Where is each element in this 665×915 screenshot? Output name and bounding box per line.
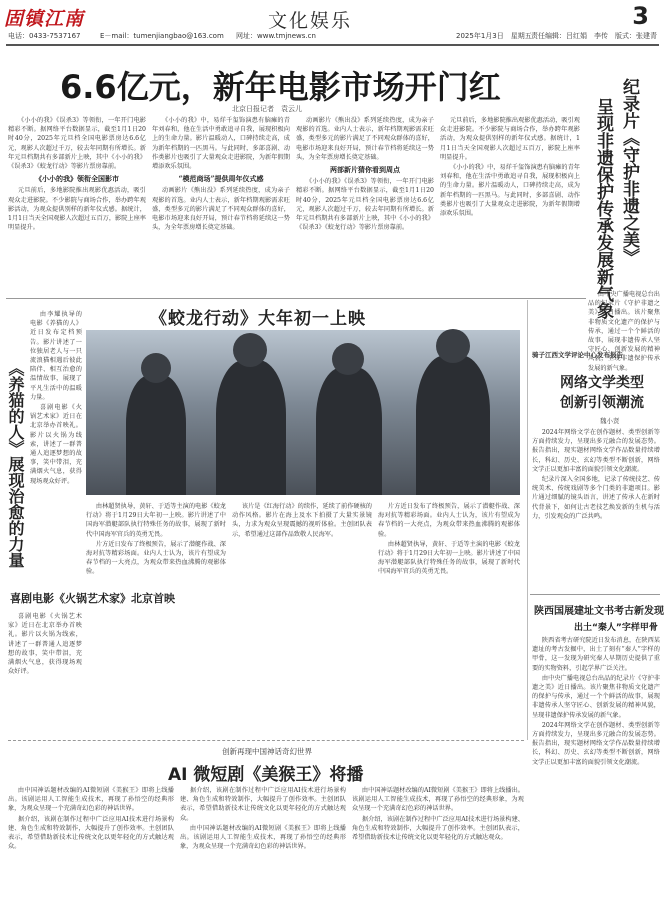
lead-subhead-3: 两部新片猜你看到周点 [330, 165, 400, 175]
bottom-column-2 [180, 786, 346, 908]
shaanxi-subhead: 出土“秦人”字样甲骨 [574, 623, 658, 633]
lead-column-3 [296, 116, 434, 294]
movie-column-1 [86, 502, 226, 730]
bottom-paragraph: 由中国神话题材改编的AI微短剧《美猴王》即将上线播出。该剧运用人工智能生成技术，再现了孙悟空的经典形象，为观众呈现一个充满奇幻色彩的神话世界。 [180, 824, 346, 851]
shaanxi-headline: 陕西国展建址文书考古新发现 [534, 606, 664, 617]
column-divider [527, 300, 528, 740]
lead-byline: 北京日报记者 袁云儿 [232, 105, 302, 113]
feature-right-paragraph: 由中央广播电视总台出品的纪录片《守护非遗之美》近日播出。该片聚焦非物质文化遗产的保护与传承，通过一个个鲜活的故事，展现非遗传承人坚守匠心、创新发展的精神风貌，呈现非遗保护传承发展的新气象。 [588, 291, 660, 372]
divider [8, 740, 524, 741]
bottom-paragraph: 据介绍，该剧在制作过程中广泛应用AI技术进行场景构建、角色生成和特效制作，大幅提升了创作效率。主创团队表示，希望借助新技术让传统文化以更年轻化的方式触达观众。 [352, 815, 524, 842]
lead-subhead-2: “模范商场”提供周年仪式感 [178, 174, 264, 184]
lead-column-1 [8, 116, 146, 294]
movie-title: 《蛟龙行动》大年初一上映 [150, 309, 366, 329]
figure-silhouette [126, 375, 186, 495]
hotpot-column [8, 612, 82, 732]
figure-head [332, 343, 364, 375]
side-feature-column [30, 310, 82, 580]
network-lit-paragraph: 纪录片深入全国多地，记录了传统技艺、传统美术、传统戏剧等多个门类的非遗项目。影片通过细腻的镜头语言，讲述了传承人在新时代背景下，如何让古老技艺焕发新的生机与活力，引发观众的广泛共鸣。 [532, 476, 660, 520]
figure-head [233, 333, 267, 367]
figure-silhouette [416, 355, 490, 495]
lead-paragraph: 《小小的我》《误杀3》等领衔，一年开门电影精彩不断。据网络平台数据显示，截至1月1日20时40分，2025年元旦档全国电影票房达6.6亿元，观影人次超过千万，较去年同期有所增长。新年元旦档期共有多部新片上映，其中《小小的我》《误杀3》《蛟龙行动》等影片票房靠前。 [296, 178, 434, 232]
phone-text: 电话：0433-7537167 [8, 32, 81, 40]
network-lit-column [532, 428, 660, 588]
movie-paragraph: 片方近日发布了终极预告，展示了潜艇作战、深海对抗等精彩场面。业内人士认为，该片有望成为春节档的一大亮点，为观众带来热血沸腾的观影体验。 [378, 503, 520, 538]
network-lit-headline-2: 创新引领潮流 [560, 395, 644, 411]
feature-right-title-2: 呈现非遗保护传承发展新气象 [593, 98, 613, 319]
lead-paragraph: 元旦前后，多地影院推出观影优惠活动，吸引观众走进影院。不少影院与商场合作，举办跨年观影活动，为观众提供别样的新年仪式感。据统计，1月1日当天全国观影人次超过五百万，影院上座率明显提升。 [8, 187, 146, 232]
email-link[interactable]: E－mail：tumenjiangbao@163.com [100, 32, 224, 40]
figure-silhouette [316, 367, 382, 495]
page-number: 3 [632, 2, 649, 30]
network-lit-byline: 魏小贤 [600, 417, 620, 425]
bottom-column-1 [8, 786, 174, 908]
movie-column-3 [378, 502, 520, 730]
bottom-column-3 [352, 786, 524, 908]
feature-right-title-1: 纪录片《守护非遗之美》 [619, 78, 639, 265]
lead-paragraph: 《小小的我》中，易烊千玺饰演患有脑瘫的青年刘春和，他在生活中勇敢追寻自我，展现积极向上的生命力量。影片温暖动人，口碑持续走高，成为新年档期的一匹黑马。与此同时，多部喜剧、动作类影片也吸引了大量观众走进影院，为新年假期增添欢乐氛围。 [440, 164, 580, 218]
movie-paragraph: 片方近日发布了终极预告，展示了潜艇作战、深海对抗等精彩场面。业内人士认为，该片有望成为春节档的一大亮点，为观众带来热血沸腾的观影体验。 [86, 540, 226, 576]
movie-paragraph: 由林超贤执导，黄轩、于适等主演的电影《蛟龙行动》将于1月29日大年初一上映。影片讲述了中国海军潜艇部队执行特殊任务的故事，展现了新时代中国海军官兵的英勇无畏。 [378, 540, 520, 576]
side-feature-paragraph: 由李耀执导的电影《养猫的人》近日发布定档预告。影片讲述了一位独居老人与一只流浪猫相遇后彼此陪伴、相互治愈的温情故事，展现了平凡生活中的温暖力量。 [30, 311, 82, 401]
lead-paragraph: 元旦前后，多地影院推出观影优惠活动，吸引观众走进影院。不少影院与商场合作，举办跨年观影活动，为观众提供别样的新年仪式感。据统计，1月1日当天全国观影人次超过五百万，影院上座率明显提升。 [440, 117, 580, 161]
editors-text: 责任编辑：吕红娟 李传 版式：张建青 [531, 32, 657, 40]
shaanxi-paragraph: 由中央广播电视总台出品的纪录片《守护非遗之美》近日播出。该片聚焦非物质文化遗产的保护与传承，通过一个个鲜活的故事，展现非遗传承人坚守匠心、创新发展的精神风貌，呈现非遗保护传承发展的新气象。 [532, 674, 660, 719]
bottom-kicker: 创新再现中国神话奇幻世界 [222, 747, 312, 756]
masthead-meta [8, 31, 658, 42]
bottom-headline: AI 微短剧《美猴王》将播 [168, 765, 364, 785]
network-lit-kicker: 骑子江西文学评论中心发布报告 [532, 351, 623, 359]
lead-paragraph: 《小小的我》中，易烊千玺饰演患有脑瘫的青年刘春和，他在生活中勇敢追寻自我，展现积极向上的生命力量。影片温暖动人，口碑持续走高，成为新年档期的一匹黑马。与此同时，多部喜剧、动作类影片也吸引了大量观众走进影院，为新年假期增添欢乐氛围。 [152, 117, 290, 171]
lead-paragraph: 《小小的我》《误杀3》等领衔，一年开门电影精彩不断。据网络平台数据显示，截至1月1日20时40分，2025年元旦档全国电影票房达6.6亿元，观影人次超过千万，较去年同期有所增长。新年元旦档期共有多部新片上映，其中《小小的我》《误杀3》《蛟龙行动》等影片票房靠前。 [8, 117, 146, 171]
side-feature-title: 《养猫的人》展现治愈的力量 [6, 360, 25, 568]
hotpot-headline: 喜剧电影《火锅艺术家》北京首映 [10, 592, 175, 605]
bottom-paragraph: 据介绍，该剧在制作过程中广泛应用AI技术进行场景构建、角色生成和特效制作，大幅提升了创作效率。主创团队表示，希望借助新技术让传统文化以更年轻化的方式触达观众。 [8, 815, 174, 851]
website-link[interactable]: 网址：www.tmjnews.cn [236, 32, 316, 40]
divider [6, 298, 586, 299]
shaanxi-column [532, 636, 660, 906]
newspaper-logo: 固镇江南 [4, 8, 85, 30]
bottom-paragraph: 由中国神话题材改编的AI微短剧《美猴王》即将上线播出。该剧运用人工智能生成技术，再现了孙悟空的经典形象，为观众呈现一个充满奇幻色彩的神话世界。 [8, 787, 174, 813]
bottom-paragraph: 据介绍，该剧在制作过程中广泛应用AI技术进行场景构建、角色生成和特效制作，大幅提升了创作效率。主创团队表示，希望借助新技术让传统文化以更年轻化的方式触达观众。 [180, 787, 346, 822]
shaanxi-paragraph: 2024年网络文学在创作题材、类型创新等方面持续发力，呈现出多元融合的发展态势。报告指出，现实题材网络文学作品数量持续增长，科幻、历史、玄幻等类型不断创新，网络文学正以更加丰富的面貌引领文化潮流。 [532, 721, 660, 766]
feature-right-column [588, 290, 660, 372]
network-lit-headline-1: 网络文学类型 [560, 375, 644, 391]
figure-silhouette [216, 360, 286, 495]
lead-subhead-1: 《小小的我》领衔全国影市 [35, 174, 119, 184]
movie-paragraph: 该片是《红海行动》的续作，延续了前作硬核的动作风格。影片在海上及水下拍摄了大量实景镜头，力求为观众呈现震撼的视听体验。主创团队表示，希望通过这部作品致敬人民海军。 [232, 503, 372, 538]
movie-paragraph: 由林超贤执导，黄轩、于适等主演的电影《蛟龙行动》将于1月29日大年初一上映。影片讲述了中国海军潜艇部队执行特殊任务的故事，展现了新时代中国海军官兵的英勇无畏。 [86, 503, 226, 538]
section-title: 文化娱乐 [268, 10, 353, 32]
lead-column-4 [440, 116, 580, 294]
lead-column-2 [152, 116, 290, 294]
masthead [0, 0, 665, 50]
figure-head [141, 353, 171, 383]
masthead-rule [6, 44, 659, 46]
movie-still-photo [86, 330, 520, 495]
movie-column-2 [232, 502, 372, 730]
lead-paragraph: 动画影片《熊出没》系列延续热度，成为亲子观影的首选。业内人士表示，新年档期观影需求旺盛，类型多元的影片满足了不同观众群体的喜好，电影市场迎来良好开局，预计春节档将延续这一势头，为全年票房增长奠定基础。 [296, 117, 434, 161]
bottom-paragraph: 由中国神话题材改编的AI微短剧《美猴王》即将上线播出。该剧运用人工智能生成技术，再现了孙悟空的经典形象，为观众呈现一个充满奇幻色彩的神话世界。 [352, 787, 524, 813]
figure-head [436, 329, 470, 363]
side-feature-paragraph: 喜剧电影《火锅艺术家》近日在北京举办首映礼。影片以火锅为线索，讲述了一群普通人追逐梦想的故事，笑中带泪，充满烟火气息，获得现场观众好评。 [30, 404, 82, 485]
shaanxi-paragraph: 陕西省考古研究院近日发布消息，在陕西某遗址的考古发掘中，出土了刻有“秦人”字样的甲骨，这一发现为研究秦人早期历史提供了重要的实物资料，引起学界广泛关注。 [532, 637, 660, 672]
network-lit-paragraph: 2024年网络文学在创作题材、类型创新等方面持续发力，呈现出多元融合的发展态势。报告指出，现实题材网络文学作品数量持续增长，科幻、历史、玄幻等类型不断创新，网络文学正以更加丰富的面貌引领文化潮流。 [532, 429, 660, 473]
lead-paragraph: 动画影片《熊出没》系列延续热度，成为亲子观影的首选。业内人士表示，新年档期观影需求旺盛，类型多元的影片满足了不同观众群体的喜好，电影市场迎来良好开局，预计春节档将延续这一势头，为全年票房增长奠定基础。 [152, 187, 290, 232]
hotpot-paragraph: 喜剧电影《火锅艺术家》近日在北京举办首映礼。影片以火锅为线索，讲述了一群普通人追逐梦想的故事，笑中带泪，充满烟火气息，获得现场观众好评。 [8, 613, 82, 676]
divider [530, 594, 660, 595]
lead-headline: 6.6亿元，新年电影市场开门红 [60, 68, 501, 106]
date-text: 2025年1月3日 星期五 [456, 32, 532, 40]
